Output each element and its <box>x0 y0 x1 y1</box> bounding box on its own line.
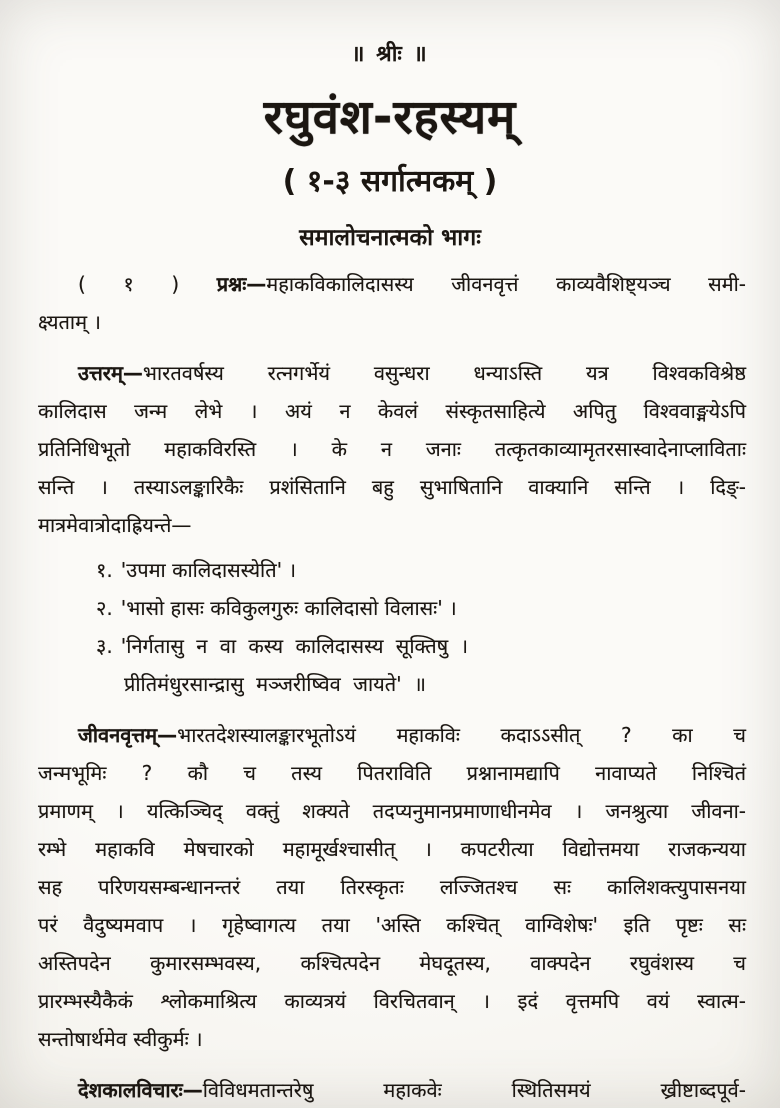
quote-list <box>38 551 746 703</box>
era-paragraph <box>38 1071 746 1108</box>
body-line: सन्ति । तस्याऽलङ्कारिकैः प्रशंसितानि बहु सुभाषितानि वाक्यानि सन्ति । दिङ्- <box>38 475 746 499</box>
quote-number: २. <box>96 596 113 620</box>
line-text: विविधमतान्तरेषु महाकवेः स्थितिसमयं ख्रीष्टाब्दपूर्व- <box>202 1078 746 1102</box>
body-line: रम्भे महाकवि मेषचारको महामूर्खश्चासीत् । कपटरीत्या विद्योत्तमया राजकन्यया <box>38 837 746 861</box>
body-line: प्रमाणम् । यत्किञ्चिद् वक्तुं शक्यते तदप्यनुमानप्रमाणाधीनमेव । जनश्रुत्या जीवना- <box>38 799 746 823</box>
question-paragraph <box>38 265 746 341</box>
body-line: जन्मभूमिः ? कौ च तस्य पितराविति प्रश्नानामद्यापि नावाप्यते निश्चितं <box>38 761 746 785</box>
line-text: भारतदेशस्यालङ्कारभूतोऽयं महाकविः कदाऽऽसीत् ? का च <box>177 723 746 747</box>
quote-line <box>38 551 746 589</box>
section-heading: समालोचनात्मको भागः <box>299 225 481 251</box>
lead-word: जीवनवृत्तम्— <box>78 723 178 747</box>
body-line: कालिदास जन्म लेभे । अयं न केवलं संस्कृतसाहित्ये अपितु विश्ववाङ्मयेऽपि <box>38 399 746 423</box>
body-line <box>38 1071 746 1108</box>
body-line: प्रतिनिधिभूतो महाकविरस्ति । के न जनाः तत्कृतकाव्यामृतरसास्वादेनाप्लाविताः <box>38 437 746 461</box>
lead-word: उत्तरम्— <box>78 361 143 385</box>
body-line <box>38 354 746 392</box>
question-number: ( १ ) <box>78 272 217 296</box>
quote-text: 'उपमा कालिदासस्येति' । <box>120 558 297 582</box>
quote-number: १. <box>96 558 113 582</box>
quote-line <box>38 665 746 703</box>
body-line <box>38 716 746 754</box>
lead-word: देशकालविचारः— <box>78 1078 203 1102</box>
body-line <box>38 265 746 303</box>
quote-text: 'भासो हासः कविकुलगुरुः कालिदासो विलासः' । <box>120 596 457 620</box>
canto-range-subtitle: ( १-३ सर्गात्मकम् ) <box>282 164 498 199</box>
body-line: सन्तोषार्थमेव स्वीकुर्मः । <box>38 1027 203 1051</box>
invocation-text: ॥ श्रीः ॥ <box>351 42 429 67</box>
book-title: रघुवंश-रहस्यम् <box>263 90 517 145</box>
quote-text: प्रीतिमंधुरसान्द्रासु मञ्जरीष्विव जायते' ॥ <box>124 672 426 696</box>
body-line: प्रारम्भस्यैकैकं श्लोकमाश्रित्य काव्यत्रयं विरचितवान् । इदं वृत्तमपि वयं स्वात्म- <box>38 989 746 1013</box>
body-line: क्ष्यताम् । <box>38 310 101 334</box>
biography-paragraph <box>38 716 746 1058</box>
body-line: अस्तिपदेन कुमारसम्भवस्य, कश्चित्पदेन मेघदूतस्य, वाक्पदेन रघुवंशस्य च <box>38 951 746 975</box>
body-line: परं वैदुष्यमवाप । गृहेष्वागत्य तया 'अस्ति कश्चित् वाग्विशेषः' इति पृष्टः सः <box>38 913 746 937</box>
answer-paragraph <box>38 354 746 544</box>
quote-line <box>38 589 746 627</box>
lead-word: प्रश्नः— <box>216 272 267 296</box>
quote-text: 'निर्गतासु न वा कस्य कालिदासस्य सूक्तिषु । <box>120 634 469 658</box>
body-line: मात्रमेवात्रोदाह्रियन्ते— <box>38 513 192 537</box>
line-text: महाकविकालिदासस्य जीवनवृत्तं काव्यवैशिष्ट्यञ्च समी- <box>266 272 746 296</box>
line-text: भारतवर्षस्य रत्नगर्भेयं वसुन्धरा धन्याऽस्ति यत्र विश्वकविश्रेष्ठ <box>142 361 746 385</box>
quote-line <box>38 627 746 665</box>
page-body <box>0 265 780 1108</box>
quote-number: ३. <box>96 634 113 658</box>
body-line: सह परिणयसम्बन्धानन्तरं तया तिरस्कृतः लज्जितश्च सः कालिशक्त्युपासनया <box>38 875 746 899</box>
